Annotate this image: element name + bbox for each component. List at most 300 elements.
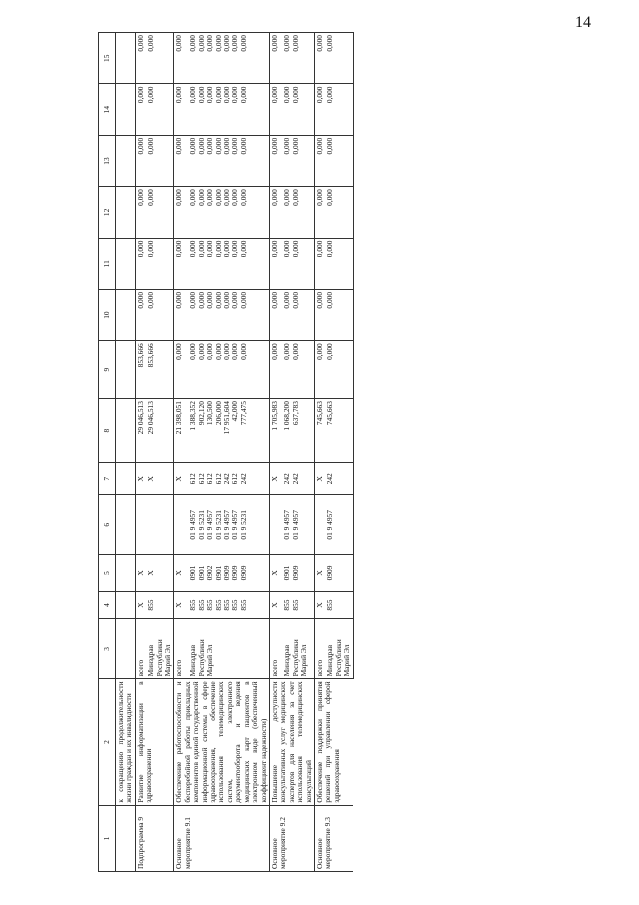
cell-line: 0,000 bbox=[188, 343, 198, 360]
cell-line: всего bbox=[135, 659, 145, 677]
cell-c15 bbox=[314, 33, 325, 84]
cell-c4 bbox=[135, 591, 146, 619]
intro-text: к сокращению продолжительности жизни граждан и их инвалидности bbox=[116, 679, 136, 805]
cell-line: 0,000 bbox=[230, 86, 240, 104]
cell-line: 01 9 4957 bbox=[282, 510, 292, 540]
cell-c11 bbox=[325, 238, 353, 289]
cell-c5 bbox=[135, 555, 146, 591]
cell-line: 612 bbox=[188, 473, 198, 485]
cell-line: 0,000 bbox=[269, 343, 279, 360]
program-description: Повышение доступности консультативных услуг медицинских экспертов для населения за счет использования телемедицинских консультаций bbox=[269, 679, 314, 805]
cell-line: 0,000 bbox=[205, 86, 215, 104]
cell-c15 bbox=[135, 33, 146, 84]
cell-line: 242 bbox=[325, 473, 335, 485]
cell-c15 bbox=[269, 33, 282, 84]
cell-line: 0,000 bbox=[325, 137, 335, 155]
cell-c13 bbox=[135, 135, 146, 186]
cell-c14 bbox=[188, 84, 269, 135]
cell-line: Х bbox=[174, 602, 184, 608]
cell-c11 bbox=[146, 238, 174, 289]
cell-c10 bbox=[282, 289, 314, 340]
program-description: Обеспечение работоспособности и бесперебойной работы прикладных компонентов единой государственной информационной системы в сфере здравоохранения, обеспечение использования телемедицинских систем, электронного документооборота и ведения медицинских карт пациентов в электронном виде (обеспеченный коэффициент надежности) bbox=[174, 679, 269, 805]
cell-c12 bbox=[269, 187, 282, 238]
program-description: Развитие информатизации в здравоохранении bbox=[135, 679, 174, 805]
cell-line: 612 bbox=[196, 473, 206, 485]
table-row-total bbox=[174, 33, 188, 872]
cell-c9 bbox=[269, 341, 282, 399]
cell-line: 0,000 bbox=[146, 189, 156, 206]
cell-c3 bbox=[188, 619, 269, 679]
cell-c12 bbox=[282, 187, 314, 238]
cell-line: 0,000 bbox=[238, 86, 248, 104]
cell-line: 0,000 bbox=[314, 240, 324, 258]
cell-c9 bbox=[282, 341, 314, 399]
cell-line: 612 bbox=[205, 473, 215, 485]
cell-line: 0,000 bbox=[196, 291, 206, 309]
cell-line: 855 bbox=[221, 599, 231, 611]
cell-line: Х bbox=[135, 570, 145, 576]
cell-line: 0,000 bbox=[325, 240, 335, 258]
cell-c5 bbox=[314, 555, 325, 591]
cell-line: 855 bbox=[230, 599, 240, 611]
cell-line: 01 9 4957 bbox=[188, 510, 198, 540]
cell-line: 01 9 4957 bbox=[325, 510, 335, 540]
cell-line: 0,000 bbox=[221, 137, 231, 155]
program-name: Основное мероприятие 9.3 bbox=[314, 805, 353, 871]
cell-line: 0,000 bbox=[221, 189, 231, 206]
cell-line: 0,000 bbox=[269, 189, 279, 206]
cell-line: 01 9 4957 bbox=[221, 510, 231, 540]
cell-c11 bbox=[314, 238, 325, 289]
cell-c15 bbox=[325, 33, 353, 84]
cell-c12 bbox=[174, 187, 188, 238]
cell-c8 bbox=[146, 399, 174, 463]
cell-line: 0,000 bbox=[269, 137, 279, 155]
column-header: 7 bbox=[99, 463, 116, 495]
cell-line: 0,000 bbox=[238, 35, 248, 52]
column-header: 8 bbox=[99, 399, 116, 463]
cell-line: 01 9 5231 bbox=[238, 510, 248, 540]
cell-line: 0,000 bbox=[314, 291, 324, 309]
cell-line: 0,000 bbox=[221, 35, 231, 52]
cell-c14 bbox=[269, 84, 282, 135]
cell-c7 bbox=[174, 463, 188, 495]
cell-line: 0,000 bbox=[290, 189, 300, 206]
cell-line: 0,000 bbox=[188, 86, 198, 104]
cell-line: 01 9 4957 bbox=[230, 510, 240, 540]
cell-c14 bbox=[282, 84, 314, 135]
cell-c5 bbox=[188, 555, 269, 591]
cell-c14 bbox=[174, 84, 188, 135]
cell-line: 0,000 bbox=[196, 189, 206, 206]
cell-c7 bbox=[282, 463, 314, 495]
cell-line: 0,000 bbox=[205, 240, 215, 258]
cell-c4 bbox=[174, 591, 188, 619]
cell-c6 bbox=[325, 495, 353, 555]
cell-c9 bbox=[135, 341, 146, 399]
cell-c10 bbox=[314, 289, 325, 340]
cell-line: 0909 bbox=[230, 565, 240, 581]
cell-line: Минздрав Республики Марий Эл bbox=[146, 639, 173, 677]
cell-line: 0,000 bbox=[290, 137, 300, 155]
intro-row bbox=[116, 33, 136, 872]
cell-c3 bbox=[135, 619, 146, 679]
cell-line: 0,000 bbox=[213, 137, 223, 155]
cell-line: 0,000 bbox=[325, 343, 335, 360]
cell-line: 0,000 bbox=[135, 291, 145, 309]
cell-line: 853,666 bbox=[146, 343, 156, 368]
cell-line: 0,000 bbox=[314, 343, 324, 360]
cell-c3 bbox=[269, 619, 282, 679]
cell-c6 bbox=[135, 495, 146, 555]
cell-c5 bbox=[282, 555, 314, 591]
cell-line: 0,000 bbox=[238, 137, 248, 155]
cell-c13 bbox=[146, 135, 174, 186]
cell-line: 0,000 bbox=[196, 137, 206, 155]
program-name: Подпрограмма 9 bbox=[135, 805, 174, 871]
cell-line: 0,000 bbox=[174, 343, 184, 360]
cell-c6 bbox=[314, 495, 325, 555]
cell-c8 bbox=[188, 399, 269, 463]
cell-c7 bbox=[325, 463, 353, 495]
cell-c4 bbox=[188, 591, 269, 619]
column-header: 3 bbox=[99, 619, 116, 679]
cell-c4 bbox=[269, 591, 282, 619]
program-name: Основное мероприятие 9.2 bbox=[269, 805, 314, 871]
cell-line: 29 046,513 bbox=[146, 401, 156, 435]
cell-line: 855 bbox=[290, 599, 300, 611]
cell-line: 0,000 bbox=[269, 291, 279, 309]
cell-line: 01 9 4957 bbox=[205, 510, 215, 540]
cell-line: 855 bbox=[238, 599, 248, 611]
cell-c12 bbox=[188, 187, 269, 238]
cell-c5 bbox=[325, 555, 353, 591]
cell-line: 0,000 bbox=[230, 291, 240, 309]
cell-line: 0,000 bbox=[290, 35, 300, 52]
cell-c10 bbox=[188, 289, 269, 340]
cell-line: Х bbox=[314, 476, 324, 482]
cell-line: 0,000 bbox=[325, 189, 335, 206]
cell-line: 0,000 bbox=[282, 291, 292, 309]
cell-line: 0909 bbox=[325, 565, 335, 581]
cell-line: 855 bbox=[325, 599, 335, 611]
cell-line: 0,000 bbox=[213, 291, 223, 309]
cell-line: Х bbox=[174, 476, 184, 482]
cell-line: 0,000 bbox=[174, 35, 184, 52]
cell-c9 bbox=[146, 341, 174, 399]
budget-table bbox=[98, 32, 354, 872]
cell-line: 0901 bbox=[188, 565, 198, 581]
cell-line: Х bbox=[135, 476, 145, 482]
cell-line: Минздрав Республики Марий Эл bbox=[325, 639, 352, 677]
cell-line: 0,000 bbox=[230, 137, 240, 155]
cell-line: 0,000 bbox=[135, 189, 145, 206]
cell-c11 bbox=[282, 238, 314, 289]
cell-line: Х bbox=[146, 476, 156, 482]
cell-line: 0,000 bbox=[146, 137, 156, 155]
page-number: 14 bbox=[575, 14, 591, 31]
cell-line: 0,000 bbox=[282, 343, 292, 360]
column-header: 5 bbox=[99, 555, 116, 591]
cell-c14 bbox=[146, 84, 174, 135]
cell-c10 bbox=[269, 289, 282, 340]
cell-line: 855 bbox=[196, 599, 206, 611]
cell-line: 0,000 bbox=[213, 189, 223, 206]
cell-line: 745,663 bbox=[325, 401, 335, 426]
column-header: 9 bbox=[99, 341, 116, 399]
cell-line: 01 9 4957 bbox=[290, 510, 300, 540]
cell-c12 bbox=[135, 187, 146, 238]
column-header: 2 bbox=[99, 679, 116, 805]
cell-line: 0,000 bbox=[238, 240, 248, 258]
cell-line: 855 bbox=[188, 599, 198, 611]
cell-c13 bbox=[188, 135, 269, 186]
cell-line: Х bbox=[314, 602, 324, 608]
cell-line: Минздрав Республики Марий Эл bbox=[282, 639, 308, 677]
cell-line: 0,000 bbox=[314, 35, 324, 52]
cell-line: 0,000 bbox=[230, 240, 240, 258]
cell-c8 bbox=[174, 399, 188, 463]
cell-line: 0,000 bbox=[221, 240, 231, 258]
column-header: 11 bbox=[99, 238, 116, 289]
cell-line: 853,666 bbox=[135, 343, 145, 368]
cell-c7 bbox=[146, 463, 174, 495]
cell-line: 0909 bbox=[290, 565, 300, 581]
column-header: 10 bbox=[99, 289, 116, 340]
cell-line: 0,000 bbox=[174, 291, 184, 309]
cell-line: 0,000 bbox=[205, 291, 215, 309]
cell-c15 bbox=[188, 33, 269, 84]
cell-c13 bbox=[325, 135, 353, 186]
cell-line: 0,000 bbox=[221, 291, 231, 309]
table-row-total bbox=[314, 33, 325, 872]
cell-line: Х bbox=[314, 570, 324, 576]
cell-line: 0,000 bbox=[174, 137, 184, 155]
column-number-row bbox=[99, 33, 116, 872]
cell-line: 42,000 bbox=[230, 401, 240, 422]
cell-line: 0909 bbox=[221, 565, 231, 581]
column-header: 12 bbox=[99, 187, 116, 238]
cell-line: 1 388,352 bbox=[188, 401, 198, 431]
cell-c8 bbox=[282, 399, 314, 463]
cell-c9 bbox=[174, 341, 188, 399]
cell-line: 0,000 bbox=[230, 189, 240, 206]
cell-line: 0,000 bbox=[188, 189, 198, 206]
cell-c14 bbox=[314, 84, 325, 135]
cell-line: 0,000 bbox=[188, 240, 198, 258]
cell-line: 0,000 bbox=[188, 291, 198, 309]
cell-c11 bbox=[174, 238, 188, 289]
cell-line: 1 068,200 bbox=[282, 401, 292, 431]
cell-c4 bbox=[314, 591, 325, 619]
cell-c7 bbox=[188, 463, 269, 495]
cell-line: 0,000 bbox=[174, 240, 184, 258]
cell-line: 745,663 bbox=[314, 401, 324, 426]
cell-line: 0,000 bbox=[146, 86, 156, 104]
cell-line: 0,000 bbox=[135, 86, 145, 104]
cell-c8 bbox=[314, 399, 325, 463]
column-header: 14 bbox=[99, 84, 116, 135]
cell-line: 0,000 bbox=[213, 86, 223, 104]
cell-line: 0,000 bbox=[282, 86, 292, 104]
cell-line: 0,000 bbox=[221, 86, 231, 104]
cell-line: 0,000 bbox=[221, 343, 231, 360]
cell-line: 0,000 bbox=[290, 240, 300, 258]
cell-line: Х bbox=[135, 602, 145, 608]
cell-line: 0,000 bbox=[205, 343, 215, 360]
cell-line: 0,000 bbox=[230, 343, 240, 360]
cell-c3 bbox=[325, 619, 353, 679]
cell-line: 0,000 bbox=[325, 86, 335, 104]
cell-line: 01 9 5231 bbox=[196, 510, 206, 540]
cell-line: 0,000 bbox=[282, 240, 292, 258]
program-name: Основное мероприятие 9.1 bbox=[174, 805, 269, 871]
cell-c5 bbox=[269, 555, 282, 591]
cell-line: 0,000 bbox=[174, 189, 184, 206]
program-description: Обеспечение поддержки принятия решений при управлении сферой здравоохранения bbox=[314, 679, 353, 805]
cell-c7 bbox=[314, 463, 325, 495]
cell-line: 0,000 bbox=[238, 291, 248, 309]
cell-line: 0901 bbox=[282, 565, 292, 581]
empty-cell bbox=[116, 805, 136, 871]
table-row-total bbox=[135, 33, 146, 872]
cell-line: 637,783 bbox=[290, 401, 300, 426]
cell-c9 bbox=[188, 341, 269, 399]
cell-line: 0,000 bbox=[213, 240, 223, 258]
cell-line: 0,000 bbox=[325, 291, 335, 309]
cell-line: 0,000 bbox=[146, 35, 156, 52]
cell-line: 0909 bbox=[238, 565, 248, 581]
cell-line: 130,500 bbox=[205, 401, 215, 426]
cell-c15 bbox=[146, 33, 174, 84]
table-row-total bbox=[269, 33, 282, 872]
cell-c10 bbox=[325, 289, 353, 340]
cell-line: 0,000 bbox=[314, 86, 324, 104]
cell-line: 29 046,513 bbox=[135, 401, 145, 435]
cell-line: 0902 bbox=[205, 565, 215, 581]
cell-c5 bbox=[146, 555, 174, 591]
cell-line: 0,000 bbox=[135, 137, 145, 155]
cell-line: 0,000 bbox=[196, 343, 206, 360]
cell-c6 bbox=[188, 495, 269, 555]
cell-c3 bbox=[314, 619, 325, 679]
cell-line: 0,000 bbox=[146, 240, 156, 258]
cell-c14 bbox=[325, 84, 353, 135]
cell-line: Х bbox=[269, 476, 279, 482]
cell-line: 21 398,051 bbox=[174, 401, 184, 435]
cell-c7 bbox=[135, 463, 146, 495]
cell-line: 0,000 bbox=[205, 189, 215, 206]
column-header: 1 bbox=[99, 805, 116, 871]
cell-line: 1 705,983 bbox=[269, 401, 279, 431]
cell-line: Х bbox=[146, 570, 156, 576]
cell-line: 242 bbox=[290, 473, 300, 485]
cell-line: 0,000 bbox=[188, 137, 198, 155]
cell-line: всего bbox=[314, 659, 324, 677]
cell-c10 bbox=[146, 289, 174, 340]
cell-line: 0,000 bbox=[238, 343, 248, 360]
cell-line: 0,000 bbox=[290, 343, 300, 360]
cell-line: 0,000 bbox=[188, 35, 198, 52]
cell-c8 bbox=[269, 399, 282, 463]
cell-c12 bbox=[146, 187, 174, 238]
cell-c4 bbox=[146, 591, 174, 619]
column-header: 13 bbox=[99, 135, 116, 186]
cell-c4 bbox=[282, 591, 314, 619]
cell-line: 0,000 bbox=[205, 35, 215, 52]
cell-c13 bbox=[282, 135, 314, 186]
cell-c9 bbox=[325, 341, 353, 399]
cell-c15 bbox=[282, 33, 314, 84]
cell-c6 bbox=[174, 495, 188, 555]
cell-line: 0,000 bbox=[282, 35, 292, 52]
cell-c11 bbox=[188, 238, 269, 289]
cell-line: 0,000 bbox=[196, 240, 206, 258]
cell-line: 0,000 bbox=[196, 86, 206, 104]
column-header: 4 bbox=[99, 591, 116, 619]
cell-line: 0,000 bbox=[290, 86, 300, 104]
cell-line: 242 bbox=[282, 473, 292, 485]
cell-line: 206,000 bbox=[213, 401, 223, 426]
cell-c10 bbox=[174, 289, 188, 340]
cell-line: 0,000 bbox=[213, 35, 223, 52]
cell-line: 242 bbox=[221, 473, 231, 485]
cell-line: 0,000 bbox=[230, 35, 240, 52]
cell-c11 bbox=[135, 238, 146, 289]
cell-c8 bbox=[135, 399, 146, 463]
cell-line: 0,000 bbox=[135, 35, 145, 52]
cell-c15 bbox=[174, 33, 188, 84]
cell-line: 0901 bbox=[213, 565, 223, 581]
cell-line: 0,000 bbox=[205, 137, 215, 155]
cell-line: 0901 bbox=[196, 565, 206, 581]
cell-line: 0,000 bbox=[314, 189, 324, 206]
cell-c6 bbox=[146, 495, 174, 555]
cell-c4 bbox=[325, 591, 353, 619]
cell-line: Х bbox=[174, 570, 184, 576]
cell-c9 bbox=[314, 341, 325, 399]
cell-c6 bbox=[282, 495, 314, 555]
column-header: 6 bbox=[99, 495, 116, 555]
cell-line: 0,000 bbox=[290, 291, 300, 309]
cell-line: 0,000 bbox=[269, 86, 279, 104]
cell-line: Х bbox=[269, 570, 279, 576]
cell-c13 bbox=[269, 135, 282, 186]
cell-line: всего bbox=[269, 659, 279, 677]
cell-line: 777,475 bbox=[238, 401, 248, 426]
cell-line: всего bbox=[174, 659, 184, 677]
cell-line: 902,120 bbox=[196, 401, 206, 426]
cell-line: 17 951,604 bbox=[221, 401, 231, 435]
cell-line: 612 bbox=[213, 473, 223, 485]
cell-c14 bbox=[135, 84, 146, 135]
table-body bbox=[99, 33, 354, 872]
cell-line: 0,000 bbox=[269, 240, 279, 258]
cell-c3 bbox=[282, 619, 314, 679]
cell-c13 bbox=[174, 135, 188, 186]
cell-c12 bbox=[325, 187, 353, 238]
cell-line: 0,000 bbox=[238, 189, 248, 206]
cell-c10 bbox=[135, 289, 146, 340]
cell-line: 0,000 bbox=[325, 35, 335, 52]
cell-line: 0,000 bbox=[196, 35, 206, 52]
cell-c5 bbox=[174, 555, 188, 591]
cell-line: 0,000 bbox=[146, 291, 156, 309]
cell-line: 0,000 bbox=[213, 343, 223, 360]
cell-line: Минздрав Республики Марий Эл bbox=[188, 639, 215, 677]
cell-line: 855 bbox=[213, 599, 223, 611]
cell-line: 0,000 bbox=[174, 86, 184, 104]
